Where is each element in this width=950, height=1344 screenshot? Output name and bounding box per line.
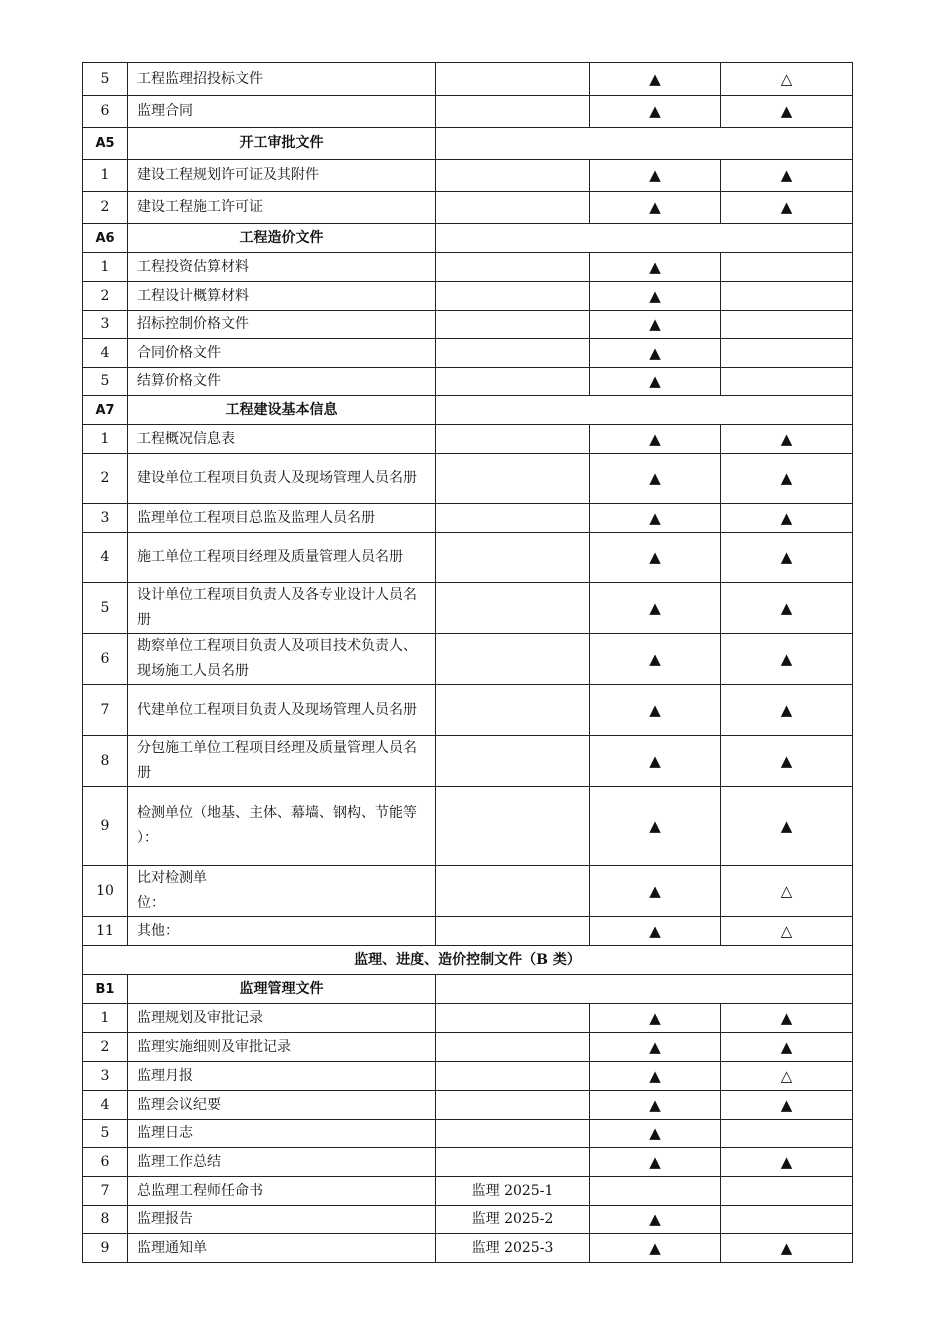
row-number: 6 <box>83 1148 128 1177</box>
mark-col-2: ▲ <box>721 685 853 736</box>
section-title: 工程造价文件 <box>128 224 436 253</box>
row-number: 2 <box>83 454 128 504</box>
mark-col-1: ▲ <box>590 634 721 685</box>
archive-file-table <box>82 62 853 1263</box>
form-ref <box>436 160 590 192</box>
table-row <box>83 685 853 736</box>
document-page <box>82 62 852 1263</box>
mark-col-1: ▲ <box>590 685 721 736</box>
mark-col-2: △ <box>721 917 853 946</box>
mark-col-2: ▲ <box>721 425 853 454</box>
mark-col-1: ▲ <box>590 311 721 339</box>
section-title: 工程建设基本信息 <box>128 396 436 425</box>
file-name: 施工单位工程项目经理及质量管理人员名册 <box>128 533 436 583</box>
table-row <box>83 96 853 128</box>
table-row <box>83 1148 853 1177</box>
file-name: 监理月报 <box>128 1062 436 1091</box>
mark-col-2: ▲ <box>721 1033 853 1062</box>
mark-col-2: ▲ <box>721 634 853 685</box>
form-ref <box>436 96 590 128</box>
file-name: 结算价格文件 <box>128 368 436 396</box>
table-row <box>83 160 853 192</box>
mark-col-1: ▲ <box>590 1234 721 1263</box>
table-row <box>83 192 853 224</box>
form-ref <box>436 634 590 685</box>
table-row <box>83 583 853 634</box>
table-row <box>83 866 853 917</box>
file-name: 招标控制价格文件 <box>128 311 436 339</box>
form-ref <box>436 917 590 946</box>
row-number: 7 <box>83 685 128 736</box>
mark-col-2 <box>721 253 853 282</box>
file-name: 其他： <box>128 917 436 946</box>
section-code: B1 <box>83 975 128 1004</box>
mark-col-1: ▲ <box>590 583 721 634</box>
file-name: 建设工程施工许可证 <box>128 192 436 224</box>
section-blank <box>436 975 853 1004</box>
section-code: A7 <box>83 396 128 425</box>
table-row <box>83 1120 853 1148</box>
table-row <box>83 1062 853 1091</box>
mark-col-1: ▲ <box>590 736 721 787</box>
section-header-row <box>83 396 853 425</box>
mark-col-1: ▲ <box>590 917 721 946</box>
form-ref <box>436 192 590 224</box>
mark-col-1: ▲ <box>590 1091 721 1120</box>
form-ref <box>436 1062 590 1091</box>
mark-col-2 <box>721 311 853 339</box>
mark-col-1: ▲ <box>590 425 721 454</box>
mark-col-2 <box>721 368 853 396</box>
file-name: 工程设计概算材料 <box>128 282 436 311</box>
file-name: 监理通知单 <box>128 1234 436 1263</box>
mark-col-2: △ <box>721 1062 853 1091</box>
row-number: 3 <box>83 504 128 533</box>
file-name: 建设工程规划许可证及其附件 <box>128 160 436 192</box>
row-number: 2 <box>83 282 128 311</box>
mark-col-1: ▲ <box>590 160 721 192</box>
mark-col-1 <box>590 1177 721 1206</box>
file-name: 工程概况信息表 <box>128 425 436 454</box>
file-name: 监理合同 <box>128 96 436 128</box>
table-row <box>83 1004 853 1033</box>
form-ref <box>436 1033 590 1062</box>
mark-col-2: ▲ <box>721 583 853 634</box>
table-row <box>83 339 853 368</box>
table-row <box>83 282 853 311</box>
mark-col-1: ▲ <box>590 1120 721 1148</box>
row-number: 3 <box>83 1062 128 1091</box>
file-name: 监理会议纪要 <box>128 1091 436 1120</box>
table-row <box>83 736 853 787</box>
section-title: 监理管理文件 <box>128 975 436 1004</box>
form-ref <box>436 1120 590 1148</box>
row-number: 4 <box>83 1091 128 1120</box>
table-row <box>83 311 853 339</box>
form-ref <box>436 425 590 454</box>
file-name: 监理规划及审批记录 <box>128 1004 436 1033</box>
mark-col-2 <box>721 1120 853 1148</box>
form-ref <box>436 1148 590 1177</box>
table-row <box>83 253 853 282</box>
file-name: 总监理工程师任命书 <box>128 1177 436 1206</box>
table-row <box>83 454 853 504</box>
form-ref: 监理 2025-3 <box>436 1234 590 1263</box>
row-number: 5 <box>83 1120 128 1148</box>
table-row <box>83 787 853 866</box>
table-body <box>83 63 853 1263</box>
section-title: 开工审批文件 <box>128 128 436 160</box>
table-row <box>83 634 853 685</box>
row-number: 5 <box>83 583 128 634</box>
file-name: 合同价格文件 <box>128 339 436 368</box>
mark-col-1: ▲ <box>590 96 721 128</box>
form-ref <box>436 866 590 917</box>
form-ref <box>436 253 590 282</box>
category-title: 监理、进度、造价控制文件（B 类） <box>83 946 853 975</box>
table-row <box>83 1033 853 1062</box>
table-row <box>83 368 853 396</box>
file-name: 监理工作总结 <box>128 1148 436 1177</box>
table-row <box>83 1206 853 1234</box>
mark-col-1: ▲ <box>590 787 721 866</box>
file-name: 设计单位工程项目负责人及各专业设计人员名册 <box>128 583 436 634</box>
mark-col-1: ▲ <box>590 1148 721 1177</box>
form-ref <box>436 1004 590 1033</box>
form-ref <box>436 787 590 866</box>
form-ref <box>436 311 590 339</box>
row-number: 1 <box>83 425 128 454</box>
row-number: 7 <box>83 1177 128 1206</box>
file-name: 监理报告 <box>128 1206 436 1234</box>
section-blank <box>436 224 853 253</box>
mark-col-2: ▲ <box>721 1234 853 1263</box>
row-number: 2 <box>83 192 128 224</box>
file-name: 代建单位工程项目负责人及现场管理人员名册 <box>128 685 436 736</box>
file-name: 监理日志 <box>128 1120 436 1148</box>
mark-col-1: ▲ <box>590 1206 721 1234</box>
table-row <box>83 1091 853 1120</box>
mark-col-2: △ <box>721 63 853 96</box>
mark-col-1: ▲ <box>590 1033 721 1062</box>
row-number: 9 <box>83 1234 128 1263</box>
form-ref <box>436 1091 590 1120</box>
form-ref <box>436 454 590 504</box>
mark-col-2: ▲ <box>721 1091 853 1120</box>
mark-col-1: ▲ <box>590 866 721 917</box>
table-row <box>83 1177 853 1206</box>
form-ref: 监理 2025-2 <box>436 1206 590 1234</box>
mark-col-1: ▲ <box>590 454 721 504</box>
form-ref: 监理 2025-1 <box>436 1177 590 1206</box>
mark-col-1: ▲ <box>590 339 721 368</box>
mark-col-2 <box>721 1177 853 1206</box>
section-blank <box>436 128 853 160</box>
section-blank <box>436 396 853 425</box>
form-ref <box>436 685 590 736</box>
mark-col-2: ▲ <box>721 1148 853 1177</box>
mark-col-2: ▲ <box>721 533 853 583</box>
file-name: 监理实施细则及审批记录 <box>128 1033 436 1062</box>
form-ref <box>436 533 590 583</box>
section-header-row <box>83 128 853 160</box>
mark-col-2: △ <box>721 866 853 917</box>
mark-col-2: ▲ <box>721 504 853 533</box>
form-ref <box>436 63 590 96</box>
form-ref <box>436 504 590 533</box>
mark-col-1: ▲ <box>590 282 721 311</box>
row-number: 1 <box>83 253 128 282</box>
row-number: 6 <box>83 96 128 128</box>
row-number: 3 <box>83 311 128 339</box>
table-row <box>83 63 853 96</box>
mark-col-1: ▲ <box>590 504 721 533</box>
section-code: A6 <box>83 224 128 253</box>
mark-col-2: ▲ <box>721 96 853 128</box>
table-row <box>83 425 853 454</box>
table-row <box>83 504 853 533</box>
row-number: 1 <box>83 1004 128 1033</box>
mark-col-2: ▲ <box>721 454 853 504</box>
mark-col-2 <box>721 282 853 311</box>
mark-col-2: ▲ <box>721 736 853 787</box>
mark-col-1: ▲ <box>590 533 721 583</box>
form-ref <box>436 736 590 787</box>
mark-col-2 <box>721 339 853 368</box>
mark-col-1: ▲ <box>590 1004 721 1033</box>
row-number: 4 <box>83 339 128 368</box>
file-name: 监理单位工程项目总监及监理人员名册 <box>128 504 436 533</box>
file-name: 工程投资估算材料 <box>128 253 436 282</box>
section-header-row <box>83 975 853 1004</box>
row-number: 10 <box>83 866 128 917</box>
row-number: 8 <box>83 736 128 787</box>
row-number: 4 <box>83 533 128 583</box>
table-row <box>83 533 853 583</box>
file-name: 比对检测单 位： <box>128 866 436 917</box>
row-number: 11 <box>83 917 128 946</box>
mark-col-2: ▲ <box>721 160 853 192</box>
section-code: A5 <box>83 128 128 160</box>
mark-col-2: ▲ <box>721 1004 853 1033</box>
file-name: 工程监理招投标文件 <box>128 63 436 96</box>
file-name: 检测单位（地基、主体、幕墙、钢构、节能等 ）： <box>128 787 436 866</box>
section-header-row <box>83 224 853 253</box>
row-number: 1 <box>83 160 128 192</box>
row-number: 2 <box>83 1033 128 1062</box>
form-ref <box>436 282 590 311</box>
form-ref <box>436 583 590 634</box>
row-number: 5 <box>83 63 128 96</box>
mark-col-1: ▲ <box>590 1062 721 1091</box>
row-number: 5 <box>83 368 128 396</box>
file-name: 建设单位工程项目负责人及现场管理人员名册 <box>128 454 436 504</box>
mark-col-1: ▲ <box>590 368 721 396</box>
row-number: 9 <box>83 787 128 866</box>
mark-col-1: ▲ <box>590 192 721 224</box>
category-header-row <box>83 946 853 975</box>
table-row <box>83 1234 853 1263</box>
table-row <box>83 917 853 946</box>
form-ref <box>436 339 590 368</box>
mark-col-2: ▲ <box>721 192 853 224</box>
form-ref <box>436 368 590 396</box>
row-number: 8 <box>83 1206 128 1234</box>
file-name: 分包施工单位工程项目经理及质量管理人员名册 <box>128 736 436 787</box>
mark-col-1: ▲ <box>590 63 721 96</box>
mark-col-2: ▲ <box>721 787 853 866</box>
mark-col-1: ▲ <box>590 253 721 282</box>
row-number: 6 <box>83 634 128 685</box>
mark-col-2 <box>721 1206 853 1234</box>
file-name: 勘察单位工程项目负责人及项目技术负责人、现场施工人员名册 <box>128 634 436 685</box>
